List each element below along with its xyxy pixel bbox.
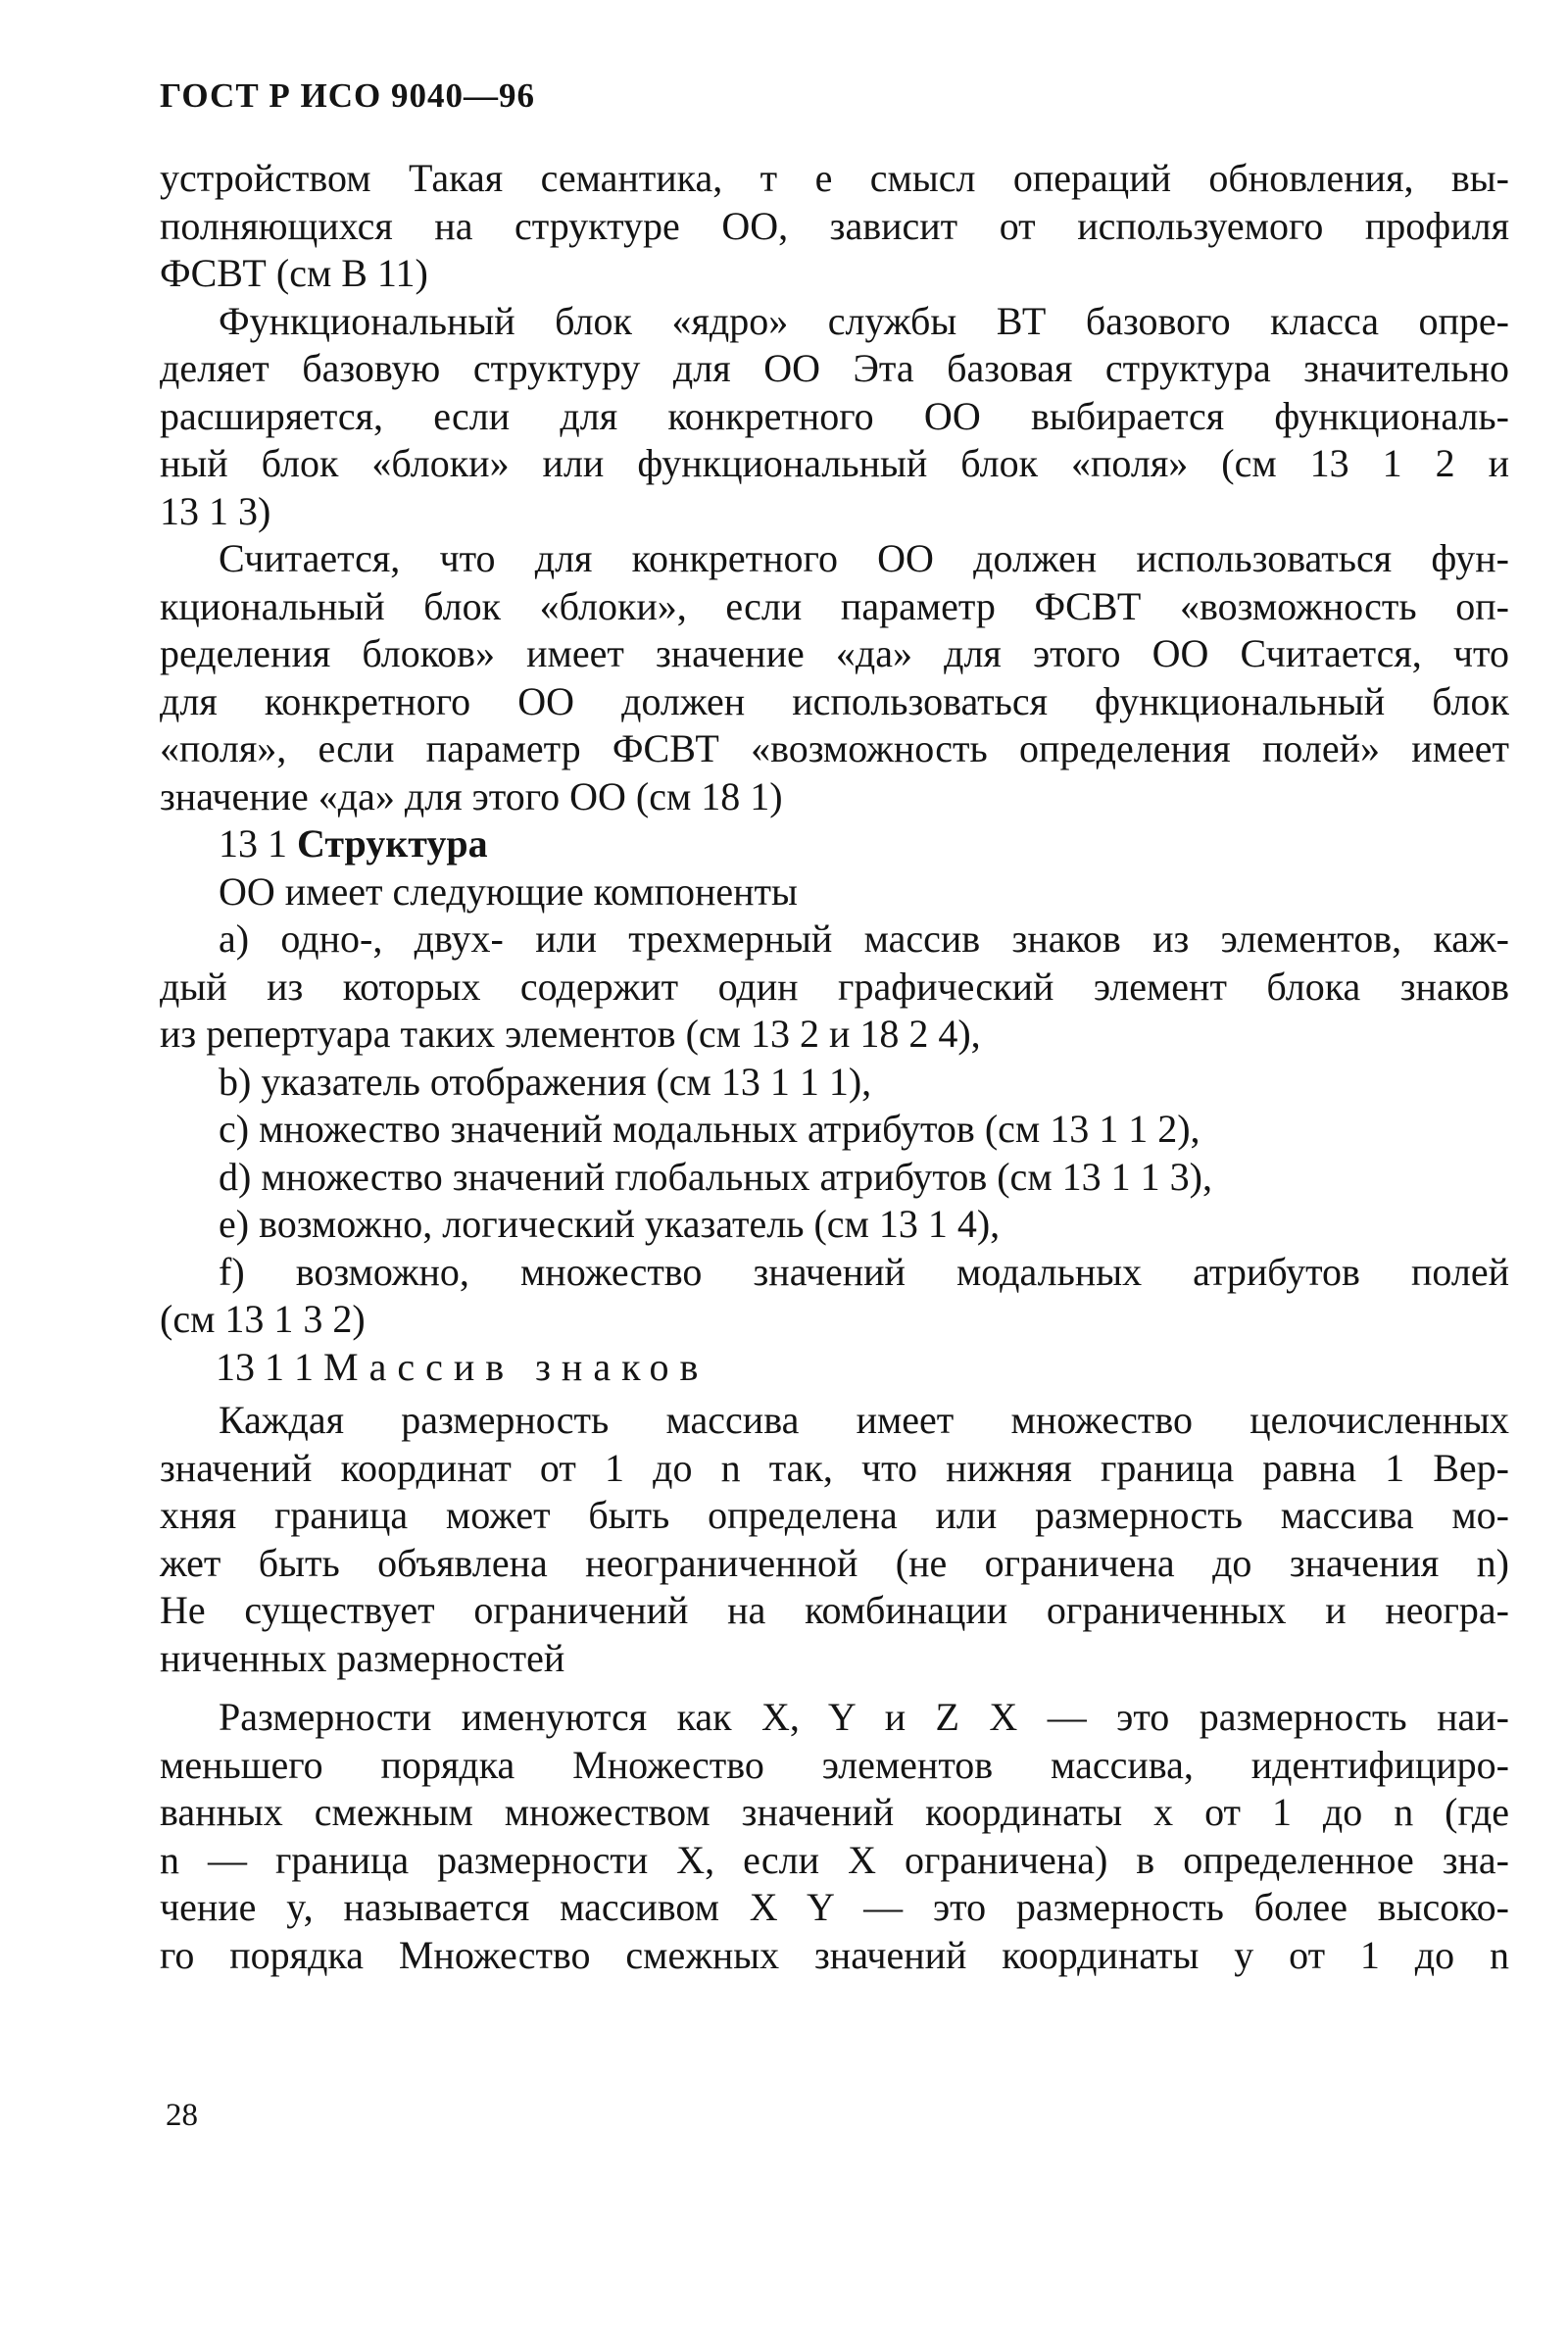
list-item: b) указатель отображения (см 13 1 1 1), (219, 1059, 872, 1104)
text-line: Размерности именуются как X, Y и Z X — это размерность наи- (219, 1695, 1509, 1739)
section-title: Структура (297, 821, 488, 866)
text-line: n — граница размерности X, если X ограничена) в определенное зна- (160, 1837, 1509, 1882)
text-line: f) возможно, множество значений модальных атрибутов полей (219, 1249, 1509, 1294)
section-title: Массив знаков (323, 1344, 710, 1389)
paragraph (160, 1694, 1509, 1979)
page-header: ГОСТ Р ИСО 9040—96 (160, 76, 536, 115)
text-line: (см 13 1 3 2) (160, 1297, 366, 1341)
text-line: Считается, что для конкретного ОО должен использоваться фун- (219, 536, 1509, 580)
text-line: Не существует ограничений на комбинации ограниченных и неогра- (160, 1588, 1509, 1632)
text-line: Каждая размерность массива имеет множество целочисленных (219, 1398, 1509, 1442)
list-item (160, 916, 1509, 1059)
text-line: ванных смежным множеством значений координаты x от 1 до n (где (160, 1790, 1509, 1834)
component-list (160, 916, 1509, 1344)
list-item: с) множество значений модальных атрибутов (см 13 1 1 2), (219, 1107, 1200, 1151)
text-line: значений координат от 1 до n так, что нижняя граница равна 1 Вер- (160, 1445, 1509, 1490)
text-line: из репертуара таких элементов (см 13 2 и 18 2 4), (160, 1012, 981, 1056)
text-line: ОО имеет следующие компоненты (219, 868, 798, 914)
text-line: деляет базовую структуру для ОО Эта базовая структура значительно (160, 346, 1509, 390)
section-number: 13 1 (219, 821, 287, 866)
text-line: хняя граница может быть определена или размерность массива мо- (160, 1493, 1509, 1537)
text-line: дый из которых содержит один графический элемент блока знаков (160, 964, 1509, 1009)
text-line: для конкретного ОО должен использоваться функциональный блок (160, 678, 1509, 723)
text-line: жет быть объявлена неограниченной (не ограничена до значения n) (160, 1540, 1509, 1585)
text-line: Функциональный блок «ядро» службы ВТ базового класса опре- (219, 298, 1509, 343)
list-item (160, 1249, 1509, 1344)
text-line: ФСВТ (см В 11) (160, 251, 428, 295)
paragraph (160, 298, 1509, 536)
text-line: го порядка Множество смежных значений координаты y от 1 до n (160, 1932, 1509, 1977)
paragraph (160, 535, 1509, 820)
list-item: d) множество значений глобальных атрибутов (см 13 1 1 3), (219, 1154, 1212, 1199)
text-line: а) одно-, двух- или трехмерный массив знаков из элементов, каж- (219, 916, 1509, 961)
spacer (160, 1682, 1509, 1694)
paragraph (160, 155, 1509, 298)
text-line: ный блок «блоки» или функциональный блок «поля» (см 13 1 2 и (160, 441, 1509, 485)
text-line: «поля», если параметр ФСВТ «возможность определения полей» имеет (160, 726, 1509, 770)
text-line: ниченных размерностей (160, 1635, 565, 1680)
text-line: чение y, называется массивом X Y — это размерность более высоко- (160, 1885, 1509, 1929)
text-line: полняющихся на структуре ОО, зависит от используемого профиля (160, 203, 1509, 248)
text-line: расширяется, если для конкретного ОО выбирается функциональ- (160, 393, 1509, 438)
section-heading (160, 820, 1509, 868)
text-line: устройством Такая семантика, т е смысл операций обновления, вы- (160, 156, 1509, 200)
text-line: 13 1 3) (160, 488, 271, 533)
section-number: 13 1 1 (216, 1344, 314, 1389)
document-body (160, 155, 1509, 1979)
page-number: 28 (166, 2098, 198, 2133)
subsection-heading (160, 1344, 1509, 1392)
text-line: значение «да» для этого ОО (см 18 1) (160, 773, 783, 818)
text-line: кциональный блок «блоки», если параметр ФСВТ «возможность оп- (160, 583, 1509, 628)
paragraph (160, 1397, 1509, 1682)
list-item: е) возможно, логический указатель (см 13 1 4), (219, 1202, 1001, 1246)
text-line: ределения блоков» имеет значение «да» для этого ОО Считается, что (160, 631, 1509, 675)
text-line: меньшего порядка Множество элементов массива, идентифициро- (160, 1742, 1509, 1787)
